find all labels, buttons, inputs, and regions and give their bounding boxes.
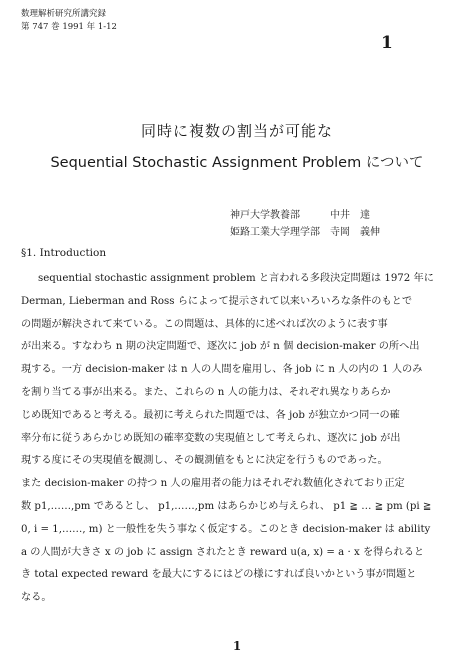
journal-header	[21, 8, 117, 34]
paragraph-line: Derman, Lieberman and Ross らによって提示されて以来いろいろな条件のもとで	[21, 295, 413, 307]
paragraph-line: 数 p1,……,pm であるとし、 p1,……,pm はあらかじめ与えられ、 p1 ≧ … ≧ pm (pi ≧	[21, 500, 432, 512]
paragraph-line: き total expected reward を最大にするにはどの様にすれば良いかという事が問題と	[21, 569, 417, 581]
title-japanese: 同時に複数の割当が可能な	[140, 122, 333, 140]
paragraph-line: また decision-maker の持つ n 人の雇用者の能力はそれぞれ数値化されており正定	[21, 478, 405, 490]
author-2-affiliation: 姫路工業大学理学部	[230, 227, 320, 238]
journal-name: 数理解析研究所講究録	[21, 9, 107, 19]
title-english: Sequential Stochastic Assignment Problem について	[50, 155, 424, 171]
author-1-name: 中井 達	[330, 210, 370, 221]
paragraph-line: なる。	[21, 592, 52, 604]
author-1-affiliation: 神戸大学教養部	[230, 210, 300, 221]
author-2-name: 寺岡 義伸	[330, 227, 380, 238]
paragraph-line: 率分布に従うあらかじめ既知の確率変数の実現値として考えられ、逐次に job が出	[21, 432, 401, 444]
paragraph-line: を割り当てる事が出来る。また、これらの n 人の能力は、それぞれ異なりあらか	[21, 386, 391, 398]
section-heading: §1. Introduction	[21, 247, 107, 259]
page-number-top: 1	[381, 33, 393, 53]
paragraph-line: じめ既知であると考える。最初に考えられた問題では、各 job が独立かつ同一の確	[21, 409, 400, 421]
paragraph-line: 現する度にその実現値を観測し、その観測値をもとに決定を行うものであった。	[21, 455, 388, 467]
paragraph-line: が出来る。すなわち n 期の決定問題で、逐次に job が n 個 decision-maker の所へ出	[21, 341, 420, 353]
paragraph-line: の問題が解決されて来ている。この問題は、具体的に述べれば次のように表す事	[21, 318, 388, 330]
paragraph-line: 0, i = 1,……, m) と一般性を失う事なく仮定する。このとき decision-maker は ability	[21, 523, 431, 535]
page-number-footer: 1	[232, 639, 242, 653]
paragraph-line: sequential stochastic assignment problem と言われる多段決定問題は 1972 年に	[38, 273, 434, 284]
paragraph-line: a の人間が大きさ x の job に assign されたとき reward u(a, x) = a · x を得られると	[21, 546, 425, 558]
paragraph	[21, 268, 461, 610]
volume-info: 第 747 巻 1991 年 1-12	[21, 22, 117, 32]
paragraph-line: 現する。一方 decision-maker は n 人の人間を雇用し、各 job に n 人の内の 1 人のみ	[21, 364, 423, 376]
